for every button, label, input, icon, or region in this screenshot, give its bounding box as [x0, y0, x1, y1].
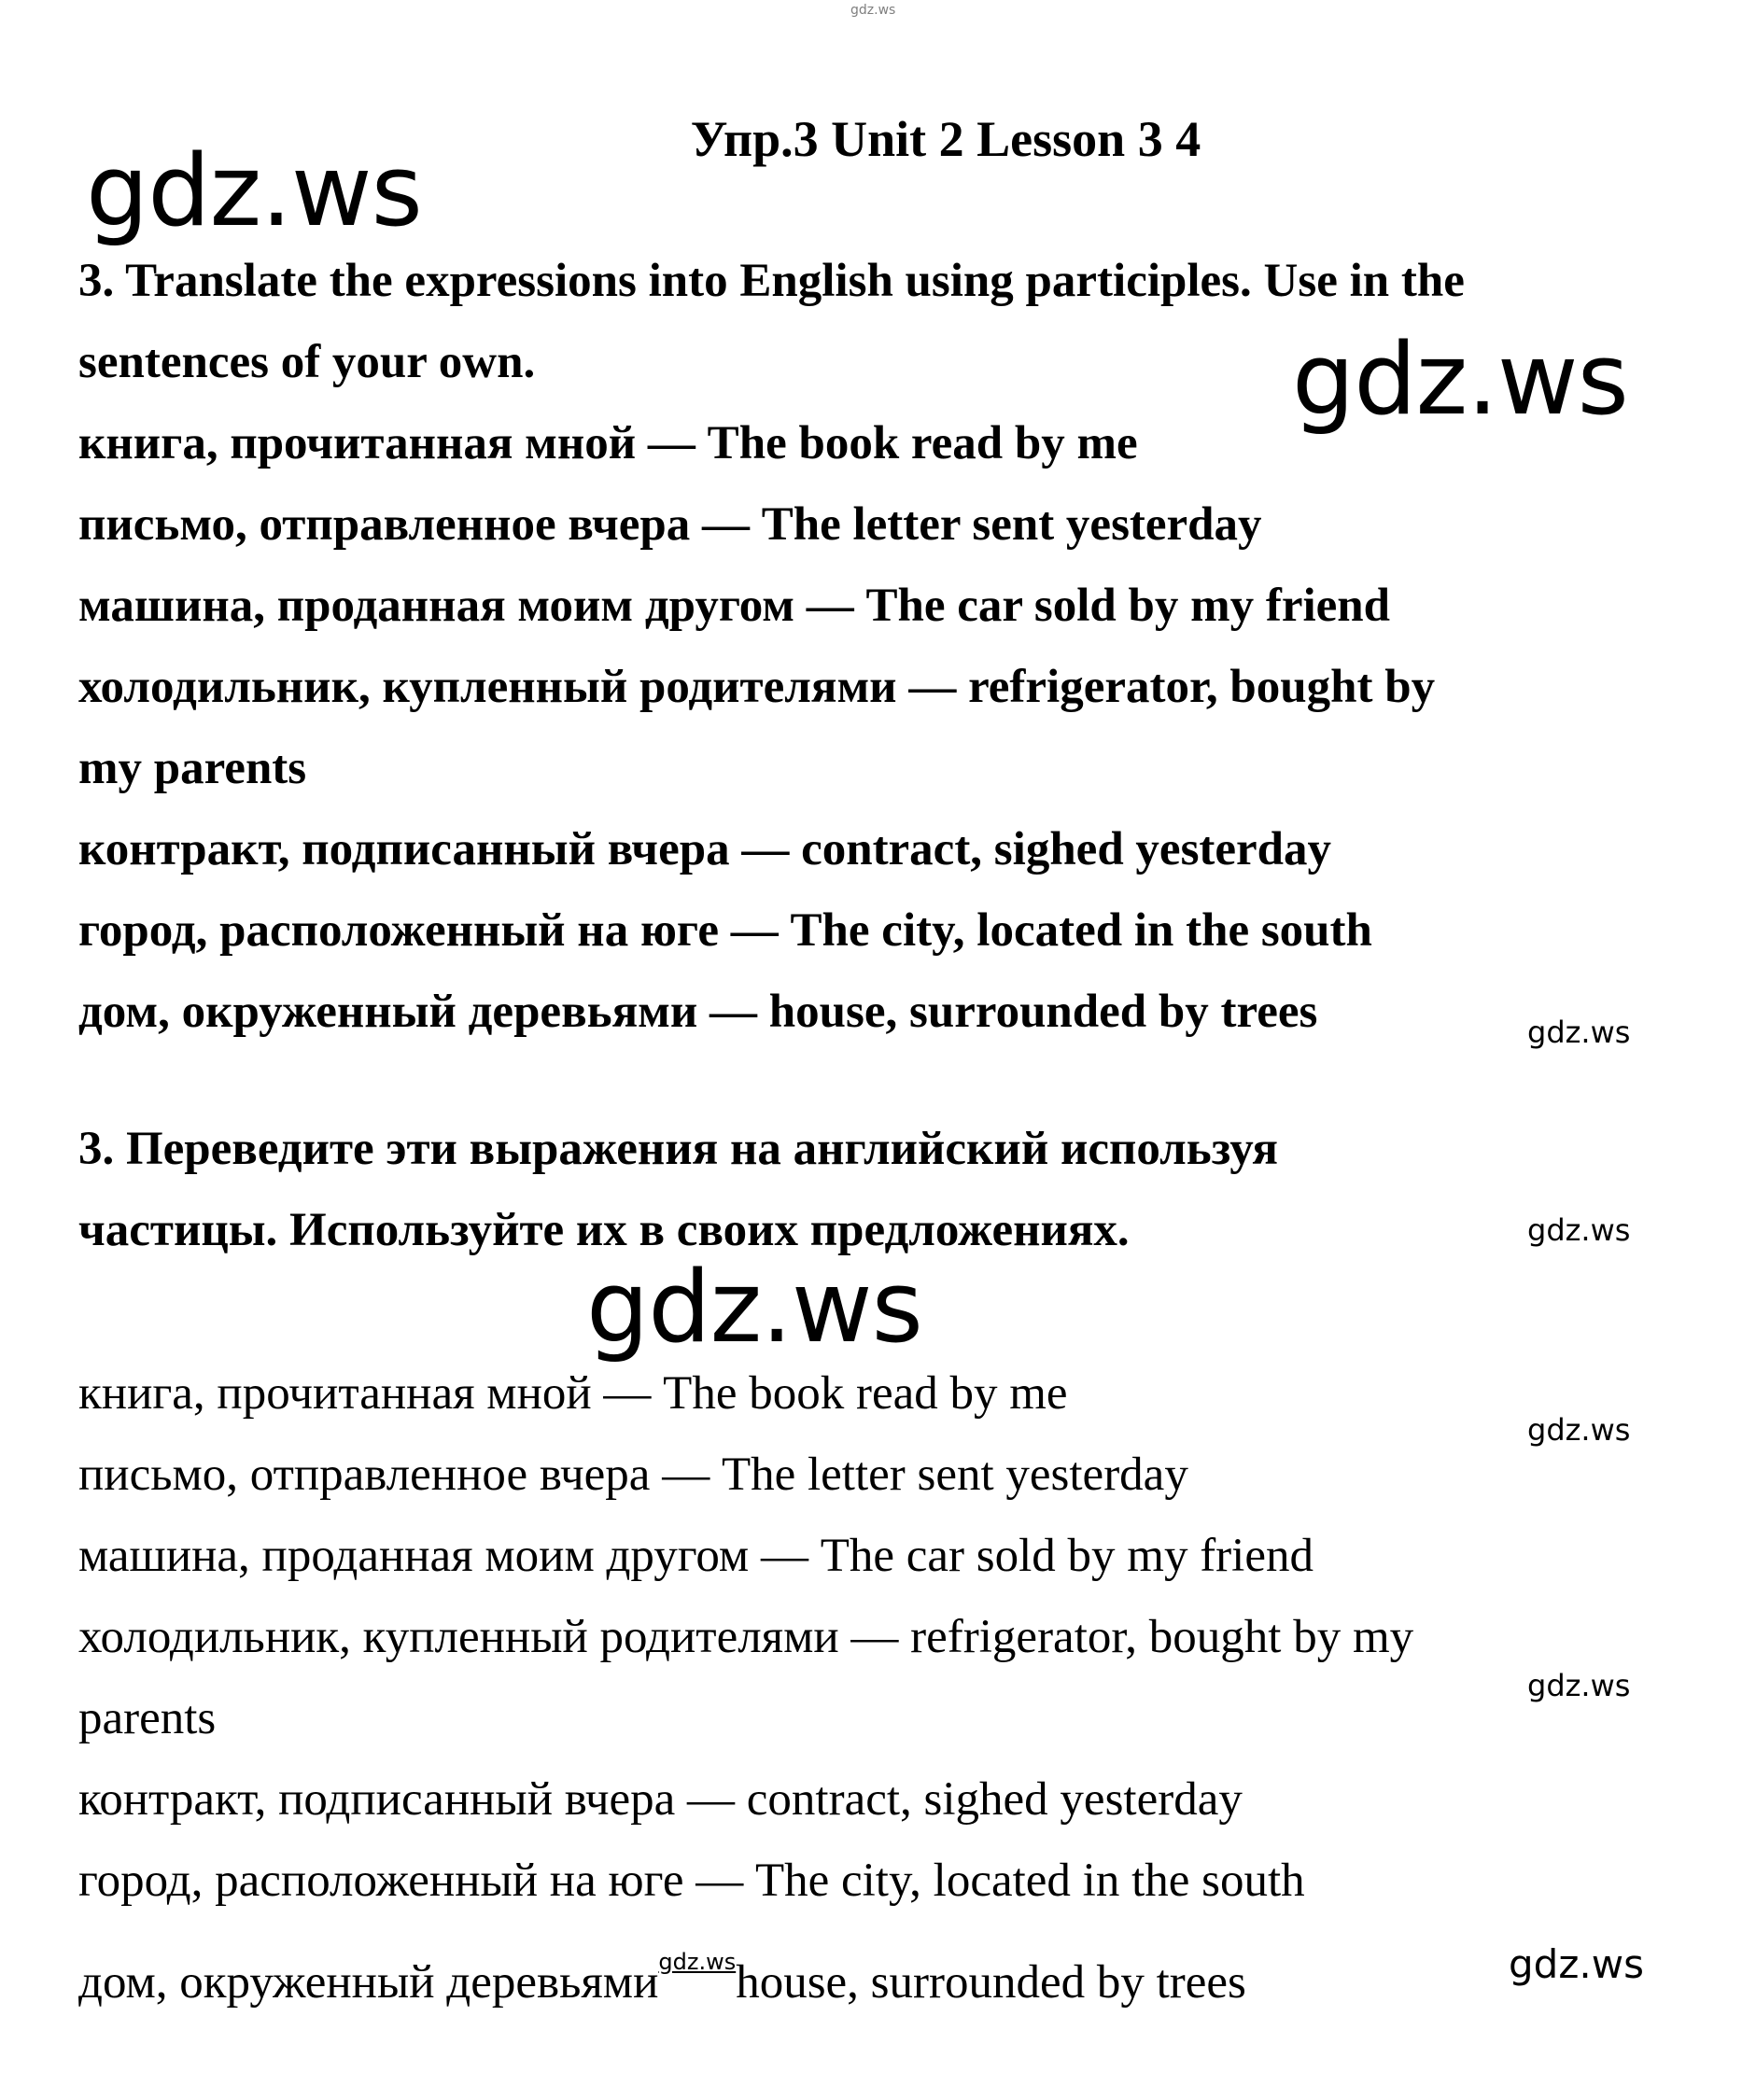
watermark-large-right: gdz.ws	[1292, 322, 1628, 437]
watermark-large-top-left: gdz.ws	[86, 133, 422, 248]
answer-line: my parents	[78, 742, 307, 794]
watermark-small-2: gdz.ws	[1527, 1212, 1631, 1248]
russian-answers	[78, 1353, 1684, 2023]
answer-line: книга, прочитанная мной — The book read by me	[78, 1367, 1068, 1420]
inline-watermark: gdz.ws	[658, 1949, 737, 1975]
watermark-small-3: gdz.ws	[1527, 1412, 1631, 1448]
answer-line: контракт, подписанный вчера — contract, sighed yesterday	[78, 1773, 1243, 1826]
answer-line: машина, проданная моим другом — The car sold by my friend	[78, 580, 1390, 632]
task-heading-ru-line-2: частицы. Используйте их в своих предложениях.	[78, 1204, 1130, 1256]
watermark-bottom-right: gdz.ws	[1509, 1941, 1644, 1987]
answer-line: книга, прочитанная мной — The book read by me	[78, 417, 1138, 469]
watermark-small-1: gdz.ws	[1527, 1015, 1631, 1050]
english-section	[78, 241, 1684, 1053]
answer-line: дом, окруженный деревьями — house, surrounded by trees	[78, 986, 1318, 1038]
watermark-top: gdz.ws	[850, 3, 896, 18]
task-heading-ru-line-1: 3. Переведите эти выражения на английский используя	[78, 1123, 1279, 1175]
answer-line: город, расположенный на юге — The city, located in the south	[78, 1855, 1305, 1907]
task-heading-line-1: 3. Translate the expressions into English using participles. Use in the	[78, 255, 1465, 307]
answer-line: холодильник, купленный родителями — refrigerator, bought by	[78, 661, 1436, 713]
answer-line: письмо, отправленное вчера — The letter sent yesterday	[78, 498, 1262, 551]
page-title: Упр.3 Unit 2 Lesson 3 4	[690, 111, 1201, 167]
answer-line: город, расположенный на юге — The city, located in the south	[78, 904, 1372, 957]
watermark-small-4: gdz.ws	[1527, 1668, 1631, 1703]
russian-heading	[78, 1109, 1684, 1271]
answer-line-last	[78, 1922, 1684, 2023]
answer-line: письмо, отправленное вчера — The letter sent yesterday	[78, 1449, 1188, 1501]
last-item-left: дом, окруженный деревьями	[78, 1956, 659, 2009]
answer-line: машина, проданная моим другом — The car sold by my friend	[78, 1530, 1314, 1582]
answer-line: холодильник, купленный родителями — refrigerator, bought by my	[78, 1611, 1414, 1663]
task-heading-line-2: sentences of your own.	[78, 336, 536, 388]
last-item-right: house, surrounded by trees	[736, 1956, 1246, 2009]
answer-line: parents	[78, 1692, 217, 1744]
watermark-large-center: gdz.ws	[586, 1250, 922, 1365]
answer-line: контракт, подписанный вчера — contract, sighed yesterday	[78, 823, 1332, 875]
